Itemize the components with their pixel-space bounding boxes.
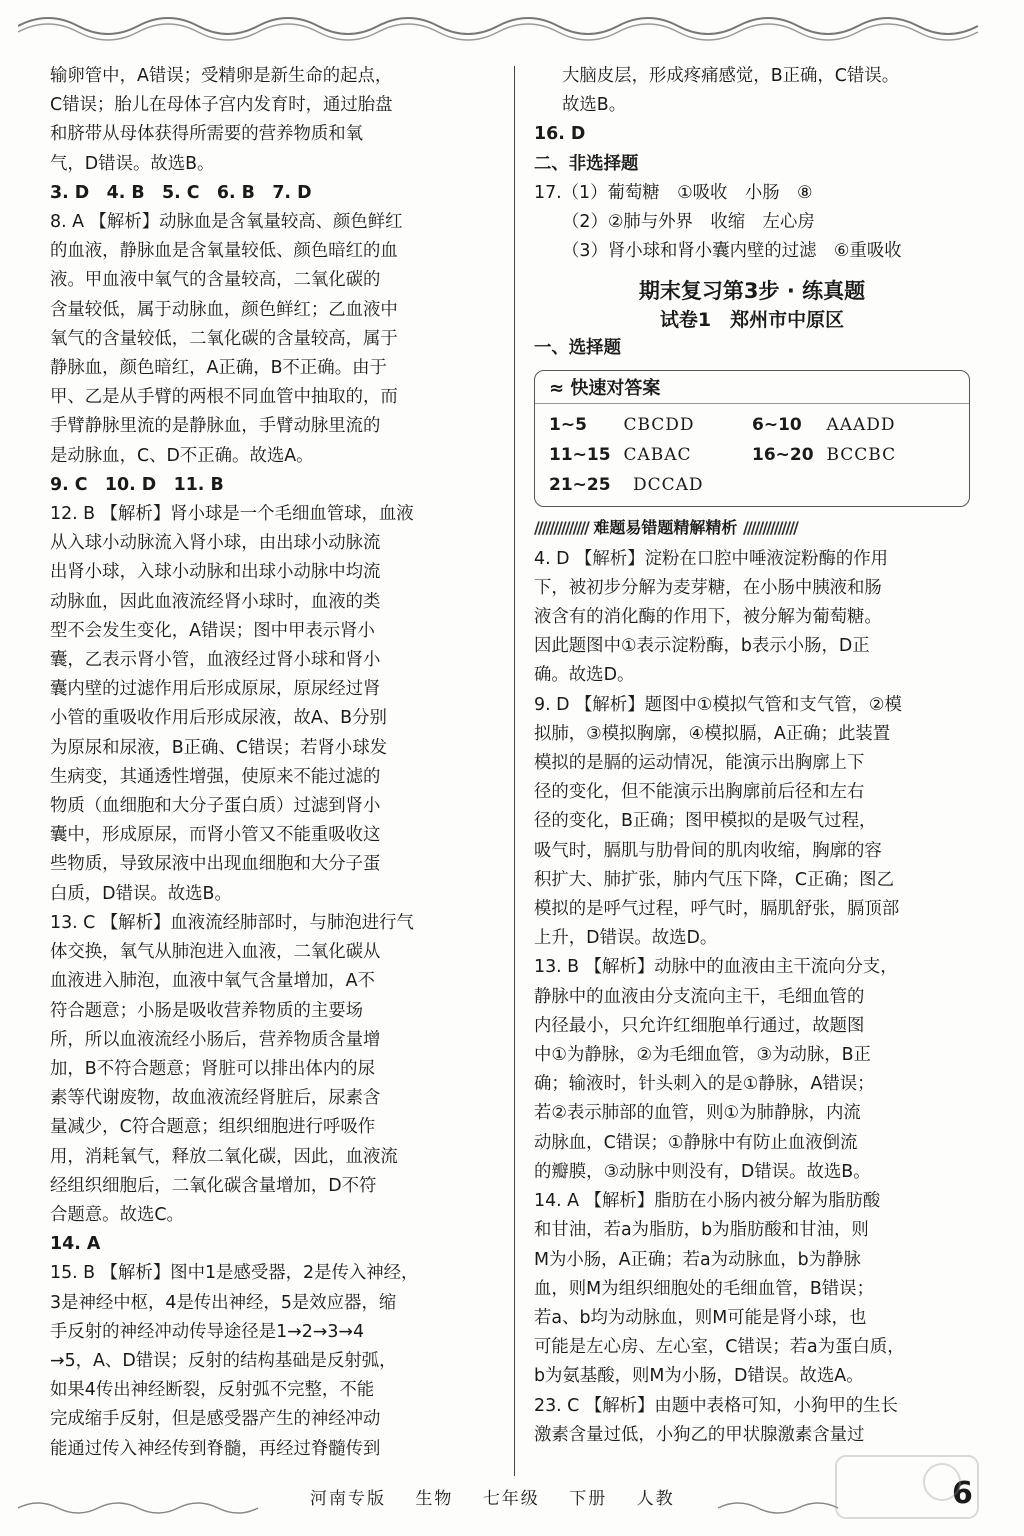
text-line: M为小肠，A正确；若a为动脉血，b为静脉 [534,1249,861,1270]
range-label: 6~10 [752,414,802,435]
text-line: 从入球小动脉流入肾小球，由出球小动脉流 [50,533,381,554]
text-line: 静脉血，颜色暗红，A正确，B不正确。由于 [50,358,387,379]
answer-14-right [534,1187,970,1391]
section-nonchoice-title: 二、非选择题 [534,153,639,174]
answer-13 [50,909,494,1230]
text-line: 输卵管中，A错误；受精卵是新生命的起点， [50,66,393,86]
text-line: 15. B 【解析】图中1是感受器，2是传入神经， [50,1263,419,1284]
text-line: 小管的重吸收作用后形成尿液，故A、B分别 [50,708,387,729]
answer-13-right [534,953,970,1187]
text-line: 上升，D错误。故选D。 [534,928,718,949]
text-line: 些物质，导致尿液中出现血细胞和大分子蛋 [50,854,381,875]
text-line: 液。甲血液中氧气的含量较高，二氧化碳的 [50,270,381,291]
left-column [50,62,494,1464]
wave-icon: ≈ [549,377,571,399]
text-line: 动脉血，C错误；①静脉中有防止血液倒流 [534,1132,858,1153]
text-line: 体交换，氧气从肺泡进入血液，二氧化碳从 [50,942,381,963]
footer-info [310,1484,697,1509]
text-line: 静脉中的血液由分支流向主干，毛细血管的 [534,986,865,1007]
continued-answer [50,62,494,179]
text-line: 大脑皮层，形成疼痛感觉，B正确，C错误。 [562,66,900,86]
text-line: 4. D 【解析】淀粉在口腔中唾液淀粉酶的作用 [534,548,889,569]
text-line: 为原尿和尿液，B正确、C错误；若肾小球发 [50,737,388,758]
quick-answer-row [549,410,955,440]
answer-12 [50,500,494,909]
text-line: 内径最小，只允许红细胞单行通过，故题图 [534,1015,865,1036]
text-line: 积扩大、肺扩张，肺内气压下降，C正确；图乙 [534,869,894,890]
text-line: 加，B不符合题意；肾脏可以排出体内的尿 [50,1058,375,1079]
answers-9-11: 9. C 10. D 11. B [50,474,224,495]
text-line: 素等代谢废物，故血液流经肾脏后，尿素含 [50,1088,381,1109]
quick-answer-header [535,375,969,404]
text-line: 模拟的是膈的运动情况，能演示出胸廓上下 [534,753,865,774]
text-line: 符合题意；小肠是吸收营养物质的主要场 [50,1000,364,1021]
hard-question-title: 难题易错题精解精析 [593,517,738,537]
range-answers: BCCBC [826,444,897,465]
paper-subtitle: 试卷1 郑州市中原区 [659,309,845,332]
answer-9 [534,691,970,954]
text-line: 3是神经中枢，4是传出神经，5是效应器，缩 [50,1292,397,1313]
text-line: 激素含量过低，小狗乙的甲状腺激素含量过 [534,1424,865,1445]
answer-4 [534,545,970,691]
range-label: 21~25 [549,474,611,495]
banner-stripes: ////////////// [742,517,797,537]
text-line: 径的变化，但不能演示出胸廓前后径和左右 [534,782,865,803]
text-line: 经组织细胞后，二氧化碳含量增加，D不符 [50,1175,377,1196]
text-line: 囊内壁的过滤作用后形成原尿，原尿经过肾 [50,679,381,700]
text-line: 完成缩手反射，但是感受器产生的神经冲动 [50,1409,381,1430]
answer-14: 14. A [50,1234,101,1255]
text-line: 的瓣膜，③动脉中则没有，D错误。故选B。 [534,1161,871,1182]
text-line: 23. C 【解析】由题中表格可知，小狗甲的生长 [534,1395,898,1416]
quick-answer-row [549,440,955,470]
text-line: b为氨基酸，则M为小肠，D错误。故选A。 [534,1366,864,1387]
text-line: C错误；胎儿在母体子宫内发育时，通过胎盘 [50,95,393,116]
text-line: 氧气的含量较低，二氧化碳的含量较高，属于 [50,328,398,349]
text-line: 是动脉血，C、D不正确。故选A。 [50,445,314,466]
review-title: 期末复习第3步 · 练真题 [638,279,866,304]
range-answers: CABAC [623,444,692,465]
text-line: 若②表示肺部的血管，则①为肺静脉，内流 [534,1103,861,1124]
text-line: 9. D 【解析】题图中①模拟气管和支气管，②模 [534,694,902,715]
text-line: 可能是左心房、左心室，C错误；若a为蛋白质， [534,1337,905,1358]
range-label: 11~15 [549,444,611,465]
footer-grade: 七年级 [482,1489,540,1509]
text-line: 囊中，形成原尿，而肾小管又不能重吸收这 [50,825,381,846]
text-line: 因此题图中①表示淀粉酶，b表示小肠，D正 [534,636,870,657]
text-line: 气，D错误。故选B。 [50,153,215,174]
text-line: 下，被初步分解为麦芽糖，在小肠中胰液和肠 [534,577,882,598]
text-line: 血，则M为组织细胞处的毛细血管，B错误； [534,1278,874,1299]
section-choice-title: 一、选择题 [534,338,621,359]
text-line: 中①为静脉，②为毛细血管，③为动脉，B正 [534,1045,871,1066]
footer-region: 河南专版 [310,1489,386,1509]
text-line: 的血液，静脉血是含氧量较低、颜色暗红的血 [50,241,398,262]
text-line: 囊，乙表示肾小管，血液经过肾小球和肾小 [50,650,381,671]
hard-question-banner [534,515,970,541]
quick-answer-box [534,370,970,507]
watermark-stamp-icon [832,1452,982,1522]
right-column [534,62,970,1450]
answer-16: 16. D [534,124,586,145]
text-line: （3）肾小球和肾小囊内壁的过滤 ⑥重吸收 [562,241,902,262]
text-line: 能通过传入神经传到脊髓，再经过脊髓传到 [50,1438,381,1459]
text-line: 确；输液时，针头刺入的是①静脉，A错误； [534,1074,875,1095]
range-answers: CBCDD [623,414,695,435]
range-label: 1~5 [549,414,587,435]
text-line: 和甘油，若a为脂肪，b为脂肪酸和甘油，则 [534,1220,869,1241]
text-line: 用，消耗氧气，释放二氧化碳，因此，血液流 [50,1146,398,1167]
range-label: 16~20 [752,444,814,465]
text-line: 12. B 【解析】肾小球是一个毛细血管球，血液 [50,504,414,525]
text-line: 径的变化，B正确；图甲模拟的是吸气过程， [534,811,877,832]
range-answers: DCCAD [633,474,704,495]
text-line: 出肾小球，入球小动脉和出球小动脉中均流 [50,562,381,583]
text-line: 如果4传出神经断裂，反射弧不完整，不能 [50,1380,375,1401]
range-answers: AAADD [826,414,896,435]
text-line: 合题意。故选C。 [50,1204,184,1225]
text-line: 13. B 【解析】动脉中的血液由主干流向分支， [534,957,898,978]
column-divider [514,66,515,1476]
text-line: 吸气时，膈肌与肋骨间的肌肉收缩，胸廓的容 [534,840,882,861]
text-line: 甲、乙是从手臂的两根不同血管中抽取的，而 [50,387,398,408]
text-line: 含量较低，属于动脉血，颜色鲜红；乙血液中 [50,299,398,320]
quick-answer-title: 快速对答案 [570,377,661,399]
text-line: 白质，D错误。故选B。 [50,883,232,904]
text-line: 拟肺，③模拟胸廓，④模拟膈，A正确；此装置 [534,723,891,744]
text-line: 若a、b均为动脉血，则M可能是肾小球，也 [534,1307,867,1328]
text-line: 手臂静脉里流的是静脉血，手臂动脉里流的 [50,416,381,437]
text-line: 故选B。 [562,95,627,116]
continued-answer-15 [534,62,970,120]
text-line: 8. A 【解析】动脉血是含氧量较高、颜色鲜红 [50,212,403,233]
top-border-decoration [18,6,1006,46]
quick-answer-row [549,470,955,500]
footer-edition: 人教 [636,1489,675,1509]
text-line: （2）②肺与外界 收缩 左心房 [562,212,815,233]
text-line: 模拟的是呼气过程，呼气时，膈肌舒张，膈顶部 [534,899,900,920]
text-line: 动脉血，因此血液流经肾小球时，血液的类 [50,591,381,612]
text-line: 生病变，其通透性增强，使原来不能过滤的 [50,766,381,787]
footer-term: 下册 [569,1489,608,1509]
footer-subject: 生物 [415,1489,454,1509]
page-number: 6 [952,1476,973,1511]
answers-3-7: 3. D 4. B 5. C 6. B 7. D [50,182,312,203]
banner-stripes: ////////////// [534,517,588,537]
text-line: 手反射的神经冲动传导途径是1→2→3→4 [50,1321,365,1342]
answer-15 [50,1259,494,1463]
text-line: 和脐带从母体获得所需要的营养物质和氧 [50,124,364,145]
text-line: →5，A、D错误；反射的结构基础是反射弧， [50,1350,397,1371]
text-line: 13. C 【解析】血液流经肺部时，与肺泡进行气 [50,912,414,933]
answer-23 [534,1392,970,1450]
text-line: 血液进入肺泡，血液中氧气含量增加，A不 [50,971,375,992]
text-line: 物质（血细胞和大分子蛋白质）过滤到肾小 [50,796,381,817]
answer-17 [534,179,970,267]
text-line: 17.（1）葡萄糖 ①吸收 小肠 ⑧ [534,182,813,203]
text-line: 所，所以血液流经小肠后，营养物质含量增 [50,1029,381,1050]
text-line: 量减少，C符合题意；组织细胞进行呼吸作 [50,1117,376,1138]
text-line: 确。故选D。 [534,665,635,686]
answer-8 [50,208,494,471]
text-line: 14. A 【解析】脂肪在小肠内被分解为脂肪酸 [534,1191,881,1212]
text-line: 液含有的消化酶的作用下，被分解为葡萄糖。 [534,607,882,628]
text-line: 型不会发生变化，A错误；图中甲表示肾小 [50,620,375,641]
